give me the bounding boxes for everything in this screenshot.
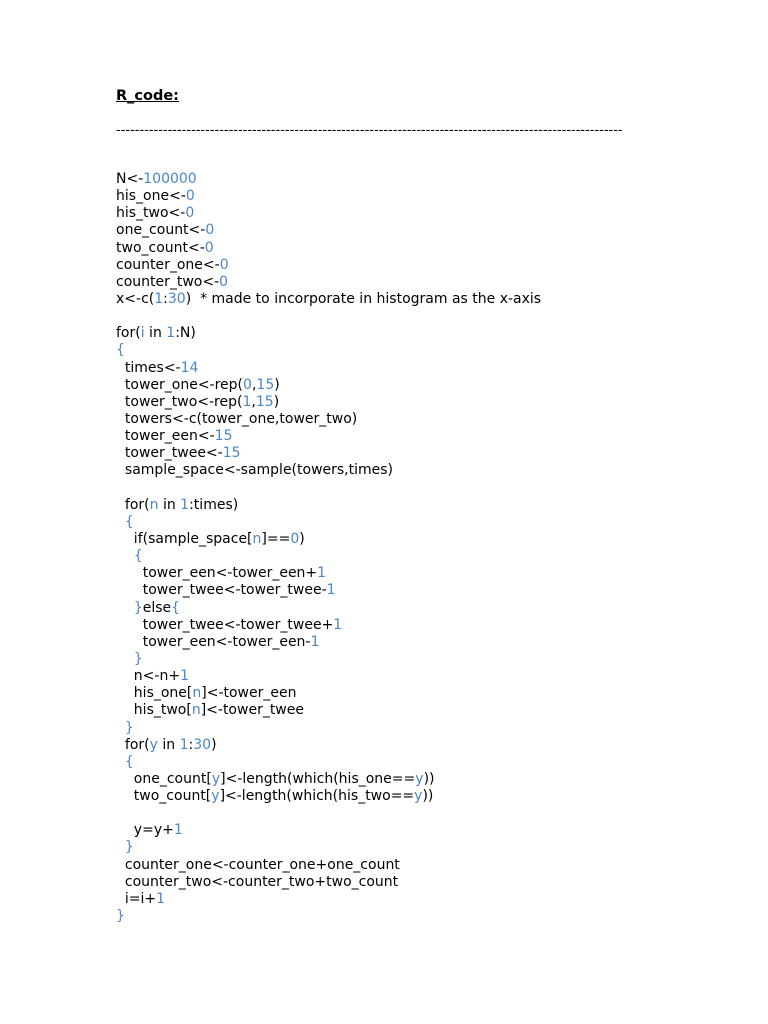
code-token-literal: y (415, 770, 424, 787)
code-token: in (144, 325, 167, 342)
code-token: , (251, 376, 257, 393)
code-token-literal: 0 (290, 530, 300, 547)
code-line (116, 737, 541, 754)
code-token-literal: 1 (333, 616, 343, 633)
code-token-literal: 0 (205, 222, 215, 239)
code-token-literal: } (116, 908, 125, 925)
code-token: ]<-length(which(his_two== (219, 788, 415, 805)
code-token: )) (422, 788, 434, 805)
code-token: )) (423, 770, 435, 787)
code-token: counter_one<- (116, 256, 220, 273)
code-token: tower_two<-rep( (116, 393, 243, 410)
code-line (116, 360, 541, 377)
page-title: R_code: (116, 88, 179, 104)
code-token: ) (211, 736, 217, 753)
code-token-literal: 1 (166, 325, 176, 342)
code-token-literal: 1 (180, 496, 190, 513)
code-line (116, 222, 541, 239)
code-token: ]<-length(which(his_one== (220, 770, 416, 787)
code-token-literal: } (124, 839, 134, 856)
code-token (116, 651, 134, 667)
code-token-literal: 0 (185, 188, 195, 205)
code-token-literal: y (414, 788, 423, 805)
code-token: sample_space<-sample(towers,times) (116, 462, 394, 479)
code-line (116, 462, 541, 479)
code-line (116, 617, 541, 634)
code-line (116, 514, 541, 531)
code-token-literal: 1 (154, 290, 164, 307)
code-token-literal: 1 (180, 668, 189, 685)
code-line (116, 531, 541, 548)
code-token-literal: 0 (219, 273, 229, 290)
code-line (116, 497, 541, 514)
code-token-literal: i (140, 325, 145, 342)
code-token-literal: 0 (185, 205, 195, 222)
code-token-literal: { (116, 342, 125, 359)
code-line (116, 891, 541, 908)
code-line (116, 874, 541, 891)
code-line (116, 240, 541, 257)
code-token: counter_two<-counter_two+two_count (116, 873, 399, 890)
code-token-literal: 1 (317, 565, 327, 582)
code-token: tower_twee<-tower_twee- (116, 582, 327, 599)
code-token: his_two[ (116, 702, 192, 719)
code-token-literal: n (191, 702, 201, 719)
code-line (116, 428, 541, 445)
code-line (116, 651, 541, 668)
code-token: his_two<- (116, 205, 186, 222)
code-token-literal: 30 (193, 736, 212, 753)
code-token-literal: 0 (219, 256, 229, 273)
code-token: ]== (261, 530, 291, 547)
code-line (116, 342, 541, 359)
code-token: tower_een<-tower_een+ (116, 565, 318, 582)
code-line (116, 377, 541, 394)
code-token (116, 720, 125, 736)
code-token: his_one<- (116, 188, 186, 205)
code-token: ) * made to incorporate in histogram as the x-axis (185, 290, 542, 307)
code-token: counter_one<-counter_one+one_count (116, 856, 400, 873)
code-line (116, 805, 541, 822)
code-token-literal: 15 (256, 376, 275, 393)
code-token-literal: 0 (204, 239, 214, 256)
code-token-literal: { (124, 753, 134, 770)
code-line (116, 411, 541, 428)
code-token (116, 514, 125, 530)
code-token-literal: 100000 (143, 171, 197, 187)
code-token (116, 600, 134, 616)
code-token: y=y+ (116, 822, 174, 839)
code-token-literal: 0 (243, 376, 252, 393)
code-token: : (163, 290, 168, 307)
divider-line: ------------------------------------------------------------------------------------------------------------ (116, 123, 623, 138)
code-token: i=i+ (116, 890, 157, 907)
code-token: ) (274, 376, 280, 393)
code-token: for( (116, 496, 150, 513)
code-token: ]<-tower_twee (200, 702, 304, 719)
code-line (116, 771, 541, 788)
code-token: :times) (189, 496, 239, 513)
code-token: two_count[ (116, 788, 212, 805)
code-token: for( (116, 736, 150, 753)
code-line (116, 171, 541, 188)
code-line (116, 839, 541, 856)
code-token-literal: n (149, 496, 159, 513)
code-token-literal: 1 (326, 582, 336, 599)
code-token-literal: 1 (156, 890, 166, 907)
code-line (116, 857, 541, 874)
code-token: N<- (116, 171, 144, 187)
code-line (116, 720, 541, 737)
code-token-literal: 15 (255, 393, 274, 410)
code-token-literal: n (192, 685, 202, 702)
code-token: ) (273, 393, 280, 410)
code-token-literal: } (124, 719, 134, 736)
code-token-literal: } (133, 599, 143, 616)
code-line (116, 325, 541, 342)
code-token: one_count[ (116, 770, 212, 787)
code-line (116, 480, 541, 497)
code-line (116, 548, 541, 565)
code-line (116, 308, 541, 325)
code-line (116, 205, 541, 222)
code-token: :N) (175, 325, 196, 342)
code-token-literal: { (133, 548, 143, 565)
code-line (116, 908, 541, 925)
code-line (116, 445, 541, 462)
code-token: two_count<- (116, 239, 205, 256)
code-token: tower_twee<- (116, 445, 223, 462)
code-token: x<-c( (116, 290, 155, 307)
code-token-literal: y (211, 770, 221, 787)
code-token: else (142, 599, 172, 616)
code-token: tower_een<-tower_een- (116, 633, 311, 650)
code-token-literal: y (211, 788, 220, 805)
code-token: tower_one<-rep( (116, 376, 244, 393)
code-line (116, 634, 541, 651)
code-line (116, 685, 541, 702)
code-line (116, 702, 541, 719)
code-line (116, 188, 541, 205)
code-line (116, 257, 541, 274)
code-line (116, 754, 541, 771)
code-token: for( (116, 325, 141, 342)
code-token (116, 548, 134, 564)
code-token (116, 839, 125, 855)
code-token: towers<-c(tower_one,tower_two) (116, 410, 358, 427)
code-token: , (251, 393, 256, 410)
code-token-literal: 1 (242, 393, 252, 410)
code-line (116, 668, 541, 685)
code-token-literal: { (171, 599, 181, 616)
code-token: : (188, 736, 194, 753)
code-token-literal: 15 (214, 428, 233, 445)
code-line (116, 788, 541, 805)
code-line (116, 394, 541, 411)
code-token: in (158, 496, 181, 513)
code-token-literal: 15 (222, 445, 241, 462)
code-token: times<- (116, 359, 181, 376)
code-line (116, 274, 541, 291)
code-token: his_one[ (116, 685, 193, 702)
code-token: one_count<- (116, 222, 206, 239)
code-token-literal: 1 (179, 736, 189, 753)
code-token-literal: y (149, 736, 158, 753)
code-block (116, 171, 541, 925)
code-token: n<-n+ (116, 668, 181, 685)
code-token: ]<-tower_een (201, 685, 297, 702)
code-token-literal: 1 (173, 822, 183, 839)
code-token: if(sample_space[ (116, 530, 253, 547)
code-token: counter_two<- (116, 273, 220, 290)
code-token: ) (299, 530, 305, 547)
code-token-literal: 30 (167, 290, 186, 307)
code-line (116, 822, 541, 839)
code-token-literal: 14 (180, 359, 199, 376)
code-line (116, 291, 541, 308)
code-line (116, 600, 541, 617)
code-line (116, 565, 541, 582)
code-token: tower_een<- (116, 428, 215, 445)
code-token-literal: } (133, 650, 143, 667)
code-token-literal: 1 (310, 633, 320, 650)
code-token (116, 754, 125, 770)
code-line (116, 582, 541, 599)
code-token-literal: { (124, 513, 134, 530)
code-token: in (157, 736, 180, 753)
code-token-literal: n (252, 530, 262, 547)
code-token: tower_twee<-tower_twee+ (116, 616, 334, 633)
